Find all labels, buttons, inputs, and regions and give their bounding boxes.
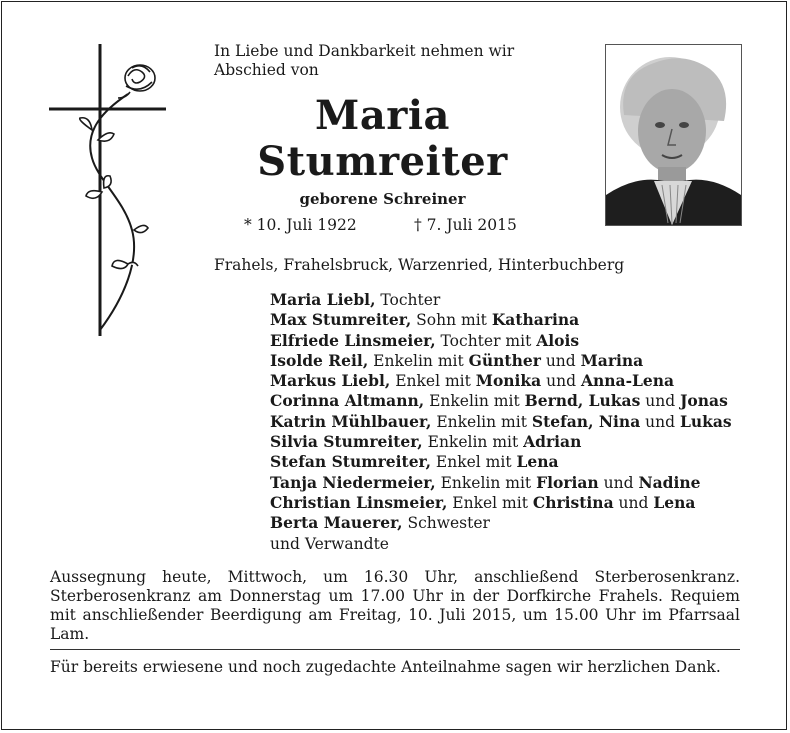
mourner-name: Elfriede Linsmeier, xyxy=(270,330,436,350)
relative-name: Katharina xyxy=(491,310,580,330)
relation-text: Enkelin mit xyxy=(424,392,525,411)
relation-text: Enkelin mit xyxy=(435,473,537,492)
relation-text: Enkel mit xyxy=(431,453,517,472)
mourner-name: Markus Liebl, xyxy=(270,371,391,391)
relative-name: Florian xyxy=(536,472,599,492)
divider xyxy=(50,649,740,650)
intro-text xyxy=(214,42,584,80)
relation-text: Enkelin mit xyxy=(431,412,532,431)
relation-text: und xyxy=(598,473,639,492)
relative-name: Lena xyxy=(516,452,559,472)
relative-name: Anna-Lena xyxy=(580,371,675,391)
relation-text: und xyxy=(640,392,681,411)
deceased-first-name: Maria xyxy=(315,92,450,139)
relation-text: Tochter mit xyxy=(435,331,537,350)
intro-line-2: Abschied von xyxy=(214,61,319,79)
portrait-photo xyxy=(605,44,742,226)
relative-name: Stefan, Nina xyxy=(531,411,641,431)
relation-text: und Verwandte xyxy=(270,534,389,553)
cross-with-rose-icon xyxy=(44,40,170,340)
relative-name: Lena xyxy=(653,492,696,512)
mourner-name: Max Stumreiter, xyxy=(270,310,412,330)
mourner-row xyxy=(270,331,750,351)
relative-name: Monika xyxy=(475,371,542,391)
relative-name: Christina xyxy=(532,492,614,512)
mourner-row xyxy=(270,351,750,371)
relative-name: Nadine xyxy=(638,472,701,492)
mourner-name: Silvia Stumreiter, xyxy=(270,432,423,452)
mourners-list xyxy=(270,290,750,554)
relation-text: Enkel mit xyxy=(447,493,533,512)
relation-text: Tochter xyxy=(375,291,441,309)
death-date: † 7. Juli 2015 xyxy=(414,216,517,234)
mourner-row xyxy=(270,534,750,554)
mourner-row xyxy=(270,493,750,513)
relative-name: Alois xyxy=(536,330,580,350)
mourner-row xyxy=(270,473,750,493)
mourner-row xyxy=(270,290,750,310)
relation-text: Enkelin mit xyxy=(368,351,469,370)
relation-text: Enkel mit xyxy=(390,372,476,391)
places-line: Frahels, Frahelsbruck, Warzenried, Hinterbuchberg xyxy=(214,256,625,274)
relative-name: Jonas xyxy=(680,391,728,411)
deceased-last-name: Stumreiter xyxy=(257,138,508,185)
relation-text: Sohn mit xyxy=(411,311,492,330)
relative-name: Lukas xyxy=(679,411,732,431)
mourner-row xyxy=(270,432,750,452)
mourner-name: Isolde Reil, xyxy=(270,350,369,370)
mourner-row xyxy=(270,513,750,533)
thanks-text: Für bereits erwiesene und noch zugedachte Anteilnahme sagen wir herzlichen Dank. xyxy=(50,658,721,676)
relation-text: Schwester xyxy=(402,514,490,533)
mourner-row xyxy=(270,412,750,432)
intro-line-1: In Liebe und Dankbarkeit nehmen wir xyxy=(214,42,515,60)
mourner-name: Maria Liebl, xyxy=(270,290,376,309)
relative-name: Marina xyxy=(580,350,644,370)
relation-text: und xyxy=(541,372,581,391)
mourner-name: Tanja Niedermeier, xyxy=(270,472,436,492)
mourner-row xyxy=(270,391,750,411)
relative-name: Bernd, Lukas xyxy=(524,391,641,411)
birth-name: geborene Schreiner xyxy=(299,190,466,208)
relation-text: und xyxy=(640,412,680,431)
mourner-row xyxy=(270,310,750,330)
relation-text: und xyxy=(540,351,581,370)
mourner-name: Stefan Stumreiter, xyxy=(270,452,431,472)
mourner-name: Berta Mauerer, xyxy=(270,513,403,533)
relation-text: und xyxy=(613,493,654,512)
relative-name: Günther xyxy=(468,350,541,370)
mourner-row xyxy=(270,452,750,472)
birth-date: * 10. Juli 1922 xyxy=(244,216,357,234)
mourner-name: Christian Linsmeier, xyxy=(270,492,448,512)
relation-text: Enkelin mit xyxy=(422,433,524,452)
funeral-info: Aussegnung heute, Mittwoch, um 16.30 Uhr, anschließend Sterberosenkranz. Sterberosenkranz am Donnerstag um 17.00 Uhr in der Dorfkirche Frahels. Requiem mit anschließender Beerdigung am Freitag, 10. Juli 2015, um 15.00 Uhr im Pfarrsaal Lam. xyxy=(50,568,740,643)
mourner-row xyxy=(270,371,750,391)
mourner-name: Katrin Mühlbauer, xyxy=(270,411,432,431)
mourner-name: Corinna Altmann, xyxy=(270,391,425,411)
relative-name: Adrian xyxy=(523,432,582,452)
